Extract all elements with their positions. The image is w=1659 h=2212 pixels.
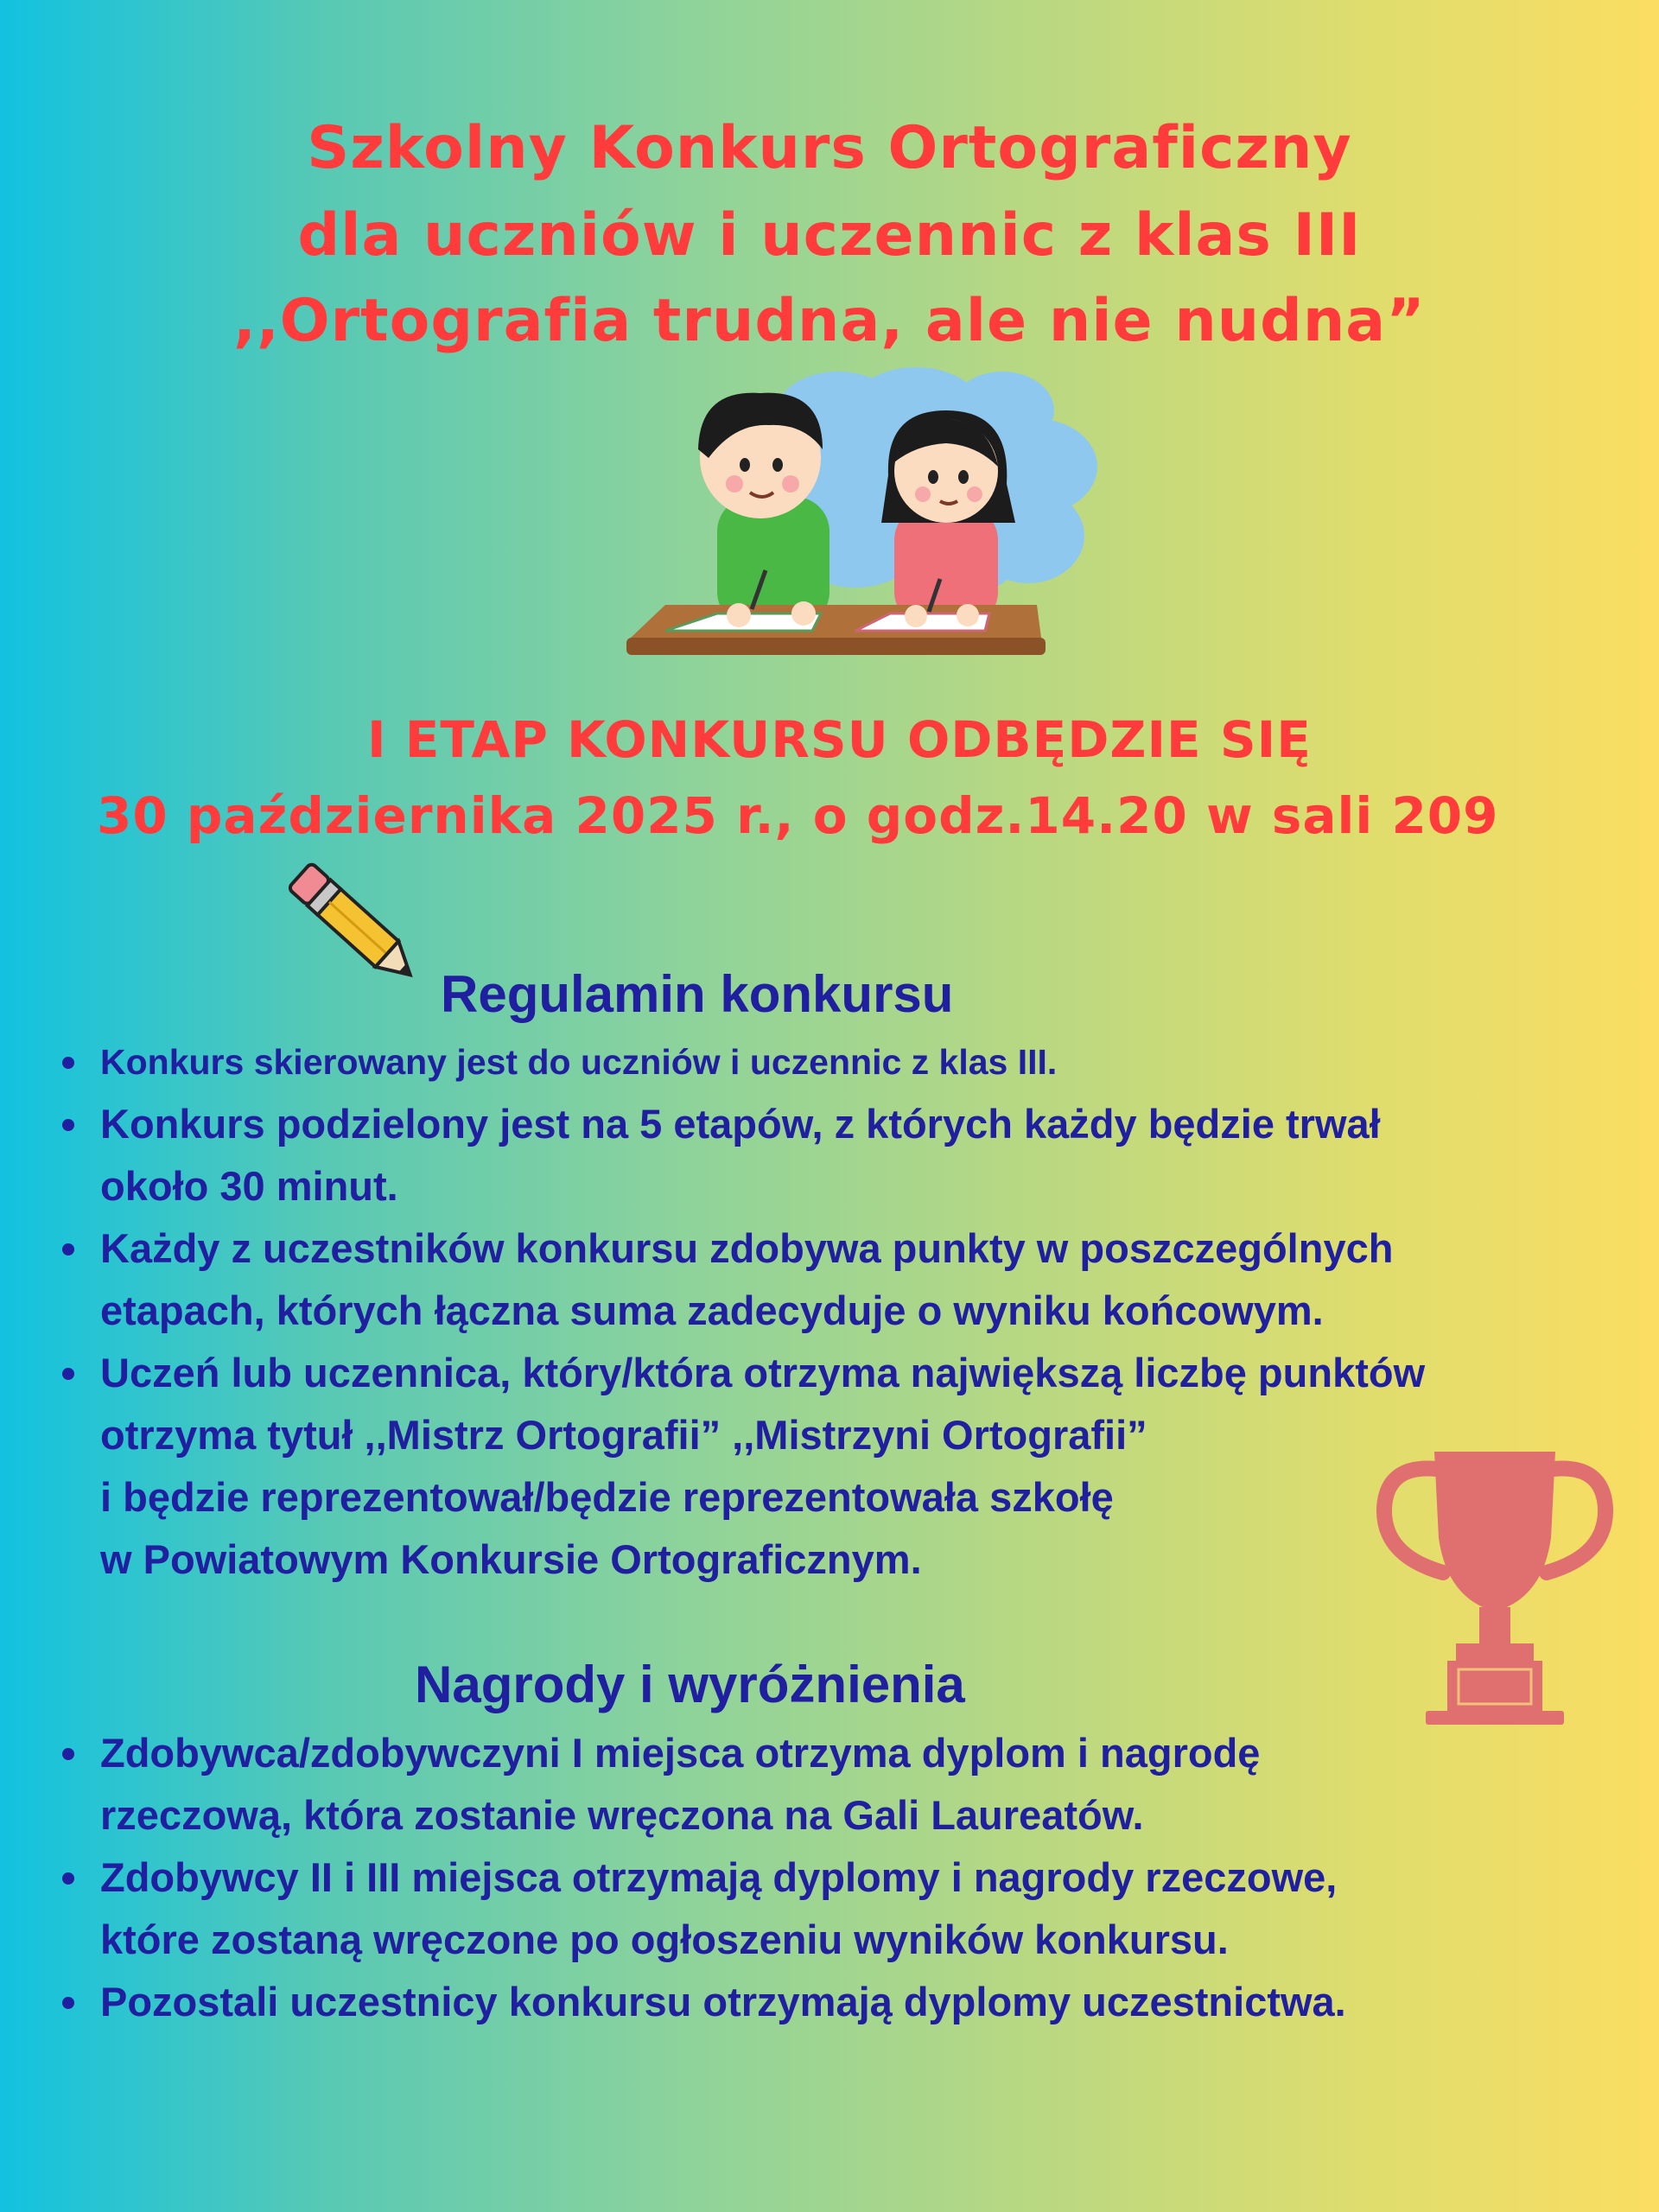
rules-item-4-line-1: Uczeń lub uczennica, który/która otrzyma największą liczbę punktów: [100, 1350, 1426, 1395]
prizes-item-3-line-1: Pozostali uczestnicy konkursu otrzymają dyplomy uczestnictwa.: [100, 1979, 1346, 2024]
prizes-item-2: [60, 1847, 1346, 1971]
rules-item-1-line-1: Konkurs skierowany jest do uczniów i uczennic z klas III.: [100, 1042, 1058, 1082]
children-writing-illustration: [596, 363, 1132, 665]
rules-item-3-line-1: Każdy z uczestników konkursu zdobywa punkty w poszczególnych: [100, 1225, 1394, 1271]
title-line-3: ,,Ortografia trudna, ale nie nudna”: [233, 287, 1426, 355]
trophy-icon: [1374, 1443, 1616, 1728]
prizes-item-1: [60, 1722, 1346, 1847]
prizes-item-2-line-2: które zostaną wręczone po ogłoszeniu wyników konkursu.: [100, 1916, 1229, 1962]
prizes-item-2-line-1: Zdobywcy II i III miejsca otrzymają dyplomy i nagrody rzeczowe,: [100, 1854, 1338, 1900]
stage-line-1: I ETAP KONKURSU ODBĘDZIE SIĘ: [367, 710, 1312, 769]
rules-item-4-line-4: w Powiatowym Konkursie Ortograficznym.: [100, 1536, 922, 1582]
boy-figure: [698, 393, 830, 626]
prizes-item-3: [60, 1971, 1346, 2033]
title-line-1: Szkolny Konkurs Ortograficzny: [307, 114, 1352, 182]
rules-item-4-line-3: i będzie reprezentował/będzie reprezentowała szkołę: [100, 1474, 1114, 1520]
girl-figure: [881, 410, 1015, 626]
prizes-list: [60, 1722, 1346, 2033]
rules-item-2-line-2: około 30 minut.: [100, 1163, 398, 1209]
rules-item-3: [60, 1217, 1425, 1342]
rules-item-3-line-2: etapach, których łączna suma zadecyduje o wyniku końcowym.: [100, 1287, 1324, 1333]
prizes-item-1-line-1: Zdobywca/zdobywczyni I miejsca otrzyma dyplom i nagrodę: [100, 1730, 1261, 1776]
prizes-heading: Nagrody i wyróżnienia: [415, 1656, 965, 1713]
rules-item-4: [60, 1342, 1425, 1591]
rules-item-4-line-2: otrzyma tytuł ,,Mistrz Ortografii” ,,Mistrzyni Ortografii”: [100, 1412, 1147, 1458]
title-line-2: dla uczniów i uczennic z klas III: [297, 201, 1362, 270]
rules-item-1: [60, 1031, 1425, 1093]
prizes-item-1-line-2: rzeczową, która zostanie wręczona na Gali Laureatów.: [100, 1792, 1144, 1838]
rules-item-2: [60, 1093, 1425, 1217]
rules-list: [60, 1031, 1425, 1591]
rules-heading: Regulamin konkursu: [441, 965, 954, 1023]
pencil-icon: [272, 847, 436, 1002]
rules-item-2-line-1: Konkurs podzielony jest na 5 etapów, z których każdy będzie trwał: [100, 1101, 1381, 1147]
stage-line-2: 30 października 2025 r., o godz.14.20 w sali 209: [97, 786, 1499, 845]
